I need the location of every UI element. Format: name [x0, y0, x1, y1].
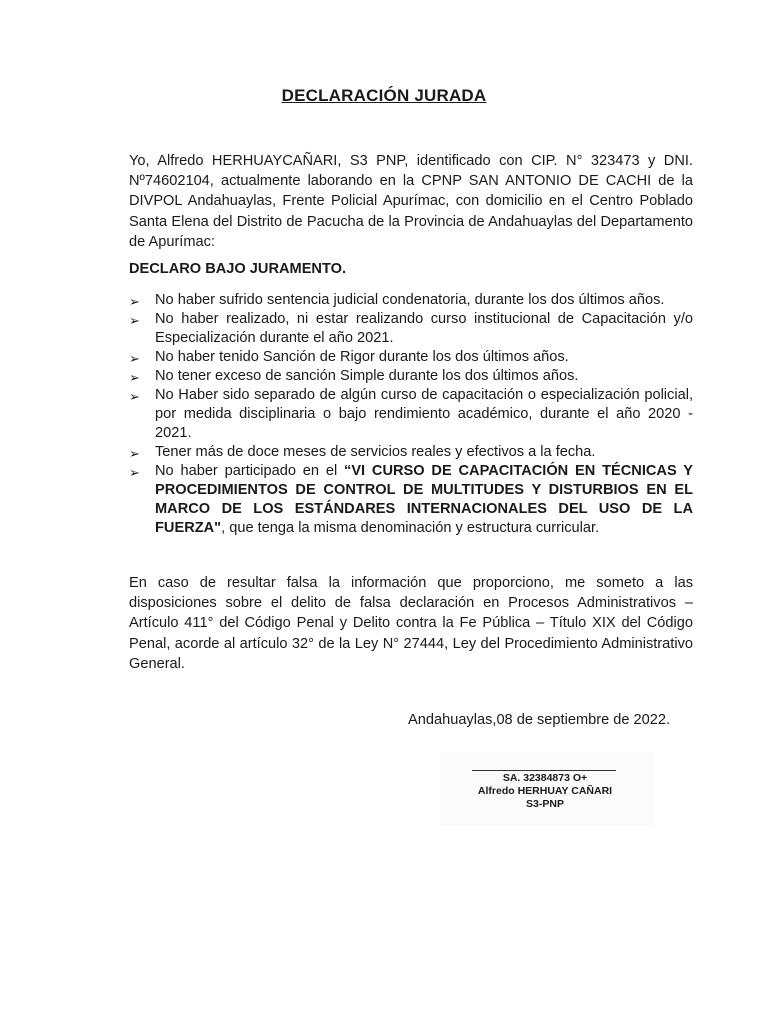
list-item — [129, 443, 693, 462]
signature-stamp — [440, 752, 655, 826]
arrow-bullet-icon: ➢ — [129, 446, 140, 461]
list-item-text: No tener exceso de sanción Simple durante los dos últimos años. — [155, 368, 579, 384]
arrow-bullet-icon: ➢ — [129, 351, 140, 366]
list-item — [129, 348, 693, 367]
list-item-course — [129, 462, 693, 538]
arrow-bullet-icon: ➢ — [129, 389, 140, 404]
arrow-bullet-icon: ➢ — [129, 294, 140, 309]
signature-id: SA. 32384873 O+ — [502, 772, 588, 784]
signature-name: Alfredo HERHUAY CAÑARI — [477, 785, 613, 797]
document-title: DECLARACIÓN JURADA — [281, 86, 487, 105]
intro-paragraph: Yo, Alfredo HERHUAYCAÑARI, S3 PNP, identificado con CIP. N° 323473 y DNI. Nº74602104, actualmente laborando en la CPNP SAN ANTONIO DE CACHI de la DIVPOL Andahuaylas, Frente Policial Apurímac, con domicilio en el Centro Poblado Santa Elena del Distrito de Pacucha de la Provincia de Andahuaylas del Departamento de Apurímac: — [129, 153, 693, 250]
signature-rank: S3-PNP — [526, 798, 564, 810]
arrow-bullet-icon: ➢ — [129, 313, 140, 328]
list-item-text: No haber tenido Sanción de Rigor durante los dos últimos años. — [155, 349, 569, 365]
course-suffix: , que tenga la misma denominación y estructura curricular. — [221, 520, 600, 536]
arrow-bullet-icon: ➢ — [129, 370, 140, 385]
list-item — [129, 367, 693, 386]
course-name: “VI CURSO DE CAPACITACIÓN EN TÉCNICAS Y PROCEDIMIENTOS DE CONTROL DE MULTITUDES Y DISTURBIOS EN EL MARCO DE LOS ESTÁNDARES INTERNACIONALES DEL USO DE LA FUERZA" — [155, 463, 693, 536]
list-item-text: No Haber sido separado de algún curso de capacitación o especialización policial, por medida disciplinaria o bajo rendimiento académico, durante el año 2020 - 2021. — [155, 387, 693, 441]
arrow-bullet-icon: ➢ — [129, 465, 140, 480]
place-date: Andahuaylas,08 de septiembre de 2022. — [408, 712, 671, 728]
list-item — [129, 291, 693, 310]
list-item-text: No haber realizado, ni estar realizando curso institucional de Capacitación y/o Especialización durante el año 2021. — [155, 311, 693, 346]
list-item — [129, 386, 693, 443]
list-item-text: No haber sufrido sentencia judicial condenatoria, durante los dos últimos años. — [155, 292, 665, 308]
list-item-text: Tener más de doce meses de servicios reales y efectivos a la fecha. — [155, 444, 596, 460]
declaration-list — [129, 291, 693, 538]
signature-line — [472, 770, 616, 771]
course-prefix: No haber participado en el — [155, 463, 345, 479]
closing-paragraph: En caso de resultar falsa la información que proporciono, me someto a las disposiciones sobre el delito de falsa declaración en Procesos Administrativos – Artículo 411° del Código Penal y Delito contra la Fe Pública – Título XIX del Código Penal, acorde al artículo 32° de la Ley N° 27444, Ley del Procedimiento Administrativo General. — [129, 575, 693, 672]
list-item — [129, 310, 693, 348]
declaration-heading: DECLARO BAJO JURAMENTO. — [129, 261, 347, 277]
